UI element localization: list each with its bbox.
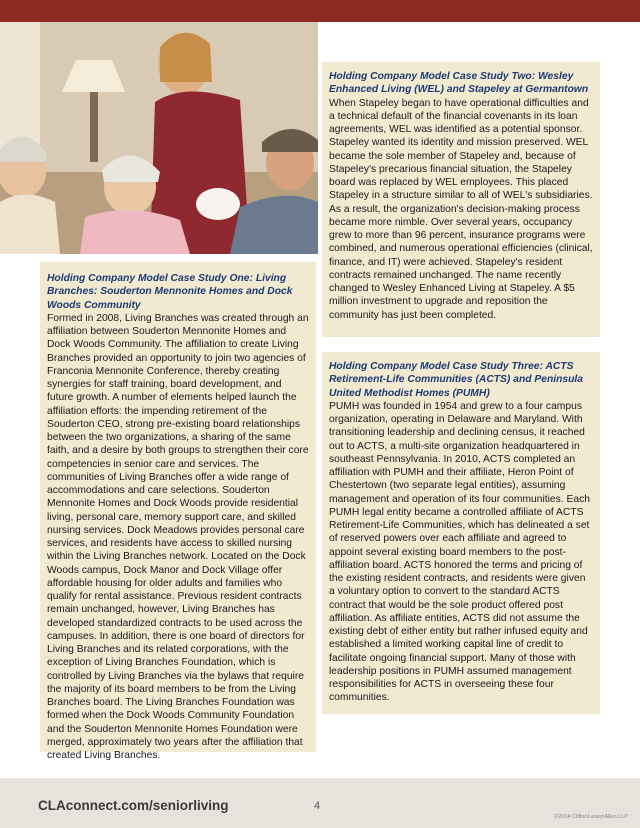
case-study-three-heading: Holding Company Model Case Study Three: ACTS Retirement-Life Communities (ACTS) and Peninsula United Methodist Homes (PUMH) [329, 361, 584, 399]
case-study-two-body: When Stapeley began to have operational difficulties and a technical default of the financial covenants in its loan agreements, WEL was identified as a potential sponsor. Stapeley wanted its identity and mission preserved. WEL became the sole member of Stapeley and, because of Stapeley's precarious financial situation, the Stapeley board was replaced by WEL employees. This placed Stapeley in a structure similar to all of WEL's subsidiaries. As a result, the organization's decision-making process became more nimble. Over several years, occupancy grew to more than 96 percent, insurance programs were combined, and numerous operational efficiencies (clinical, finance, and IT) were achieved. Stapeley's resident contracts remained unchanged. The name recently changed to Wesley Enhanced Living at Stapeley. A $5 million investment to upgrade and reposition the community has just been completed. [329, 97, 593, 321]
case-study-one-heading: Holding Company Model Case Study One: Living Branches: Souderton Mennonite Homes and Dock Woods Community [47, 273, 293, 311]
seniors-photo-illustration [0, 22, 318, 254]
page-footer [0, 778, 640, 828]
case-study-one-body: Formed in 2008, Living Branches was created through an affiliation between Souderton Mennonite Homes and Dock Woods Community. The affiliation to create Living Branches provided an opportunity to join two agencies of Franconia Mennonite Conference, thereby creating synergies for staff training, board development, and future growth. A number of elements helped launch the affiliation efforts: the impending retirement of the Souderton CEO, strong pre-existing board relationships between the two organizations, a sharing of the same faith, and a desire by both groups to strengthen their core competencies in senior care and services. The communities of Living Branches offer a wide range of accommodations and care selections. Souderton Mennonite Homes and Dock Woods provide residential living, personal care, memory support care, and skilled nursing services. Dock Meadows provides personal care services, and residents have access to skilled nursing within the Living Branches network. Located on the Dock Woods campus, Dock Manor and Dock Village offer affordable housing for older adults and families who qualify for rental assistance. Previous resident contracts remain unchanged, however, Living Branches has developed standardized contracts to be used across the campuses. In addition, there is one board of directors for Living Branches and its related corporations, with the exception of Living Branches Foundation, which is controlled by Living Branches via the bylaws that require the majority of its board members to be from the Living Branches board. The Living Branches Foundation was formed when the Dock Woods Community Foundation and the Souderton Mennonite Homes Foundation were merged, approximately two years after the affiliation that created Living Branches. [47, 312, 309, 761]
case-study-one [40, 262, 316, 761]
case-study-two [322, 62, 600, 337]
case-study-three-body: PUMH was founded in 1954 and grew to a four campus organization, operating in Delaware and Maryland. With transitioning leadership and declining census, it reached out to ACTS, a multi-site organization headquartered in southeast Pennsylvania. In 2010, ACTS completed an affiliation with PUMH and their affiliate, Heron Point of Chestertown (two separate legal entities), assuming management and operation of its four communities. Each PUMH legal entity became a controlled affiliate of ACTS Retirement-Life Communities, which has delineated a set of reserved powers over each affiliate and agreed to appoint several existing board members to the post-affiliation board. ACTS honored the terms and pricing of the existing resident contracts, and residents were given a voluntary option to convert to the standard ACTS contract that would be the sole product offered post affiliation. As affiliate entities, ACTS did not assume the existing debt of either entity but rather infused equity and established a limited working capital line of credit to facilitate ongoing financial support. Many of those with leadership positions in PUMH assumed management responsibilities for ACTS in overseeing these four communities. [329, 400, 590, 704]
top-accent-bar [0, 0, 640, 22]
case-study-three [322, 352, 600, 714]
case-study-two-heading: Holding Company Model Case Study Two: Wesley Enhanced Living (WEL) and Stapeley at Germantown [329, 71, 589, 96]
page-number: 4 [314, 800, 321, 812]
copyright-notice: ©2014 CliftonLarsonAllen LLP [554, 814, 628, 820]
seniors-photo [0, 22, 318, 254]
footer-url-link[interactable]: CLAconnect.com/seniorliving [38, 798, 229, 813]
